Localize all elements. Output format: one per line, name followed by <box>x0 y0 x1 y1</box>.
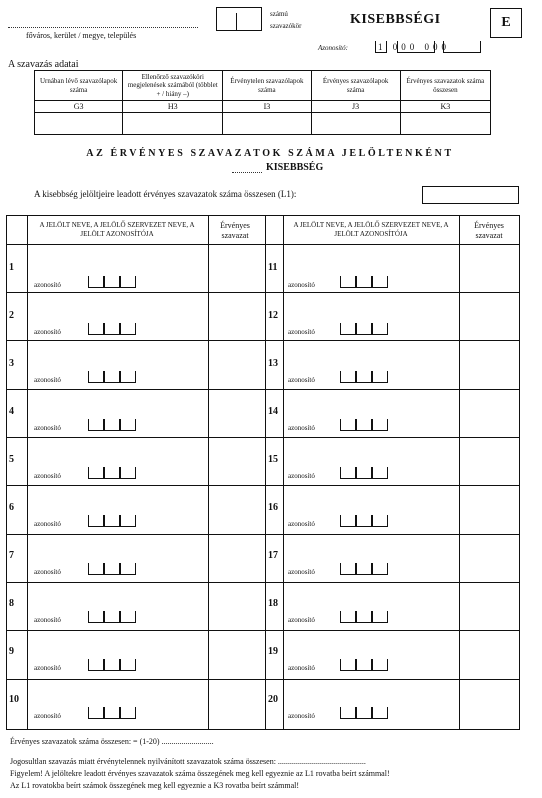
district-number-box[interactable] <box>216 7 262 31</box>
value-i3[interactable] <box>223 113 311 135</box>
candidate-id-boxes[interactable] <box>340 276 388 288</box>
code-k3: K3 <box>400 101 490 113</box>
candidate-id-boxes[interactable] <box>88 467 136 479</box>
form-title: KISEBBSÉGI <box>350 12 441 27</box>
id-label: Azonosító: <box>318 44 348 52</box>
azonosito-label: azonosító <box>288 568 315 576</box>
row-number: 19 <box>268 646 278 657</box>
voting-data-table <box>34 70 491 135</box>
footer-invalid-line: Jogosultlan szavazás miatt érvénytelennek nyilvánított szavazatok száma összesen: ............................................ <box>10 757 366 766</box>
azonosito-label: azonosító <box>288 712 315 720</box>
location-dotted-line[interactable] <box>8 27 198 28</box>
row-number: 18 <box>268 598 278 609</box>
results-title: AZ ÉRVÉNYES SZAVAZATOK SZÁMA JELÖLTENKÉNT <box>86 148 454 159</box>
row-number: 6 <box>9 502 14 513</box>
value-h3[interactable] <box>123 113 223 135</box>
candidate-id-boxes[interactable] <box>340 371 388 383</box>
value-k3[interactable] <box>400 113 490 135</box>
left-votes-header: Érvényes szavazat <box>220 221 250 241</box>
azonosito-label: azonosító <box>288 664 315 672</box>
candidate-id-boxes[interactable] <box>88 659 136 671</box>
azonosito-label: azonosító <box>34 472 61 480</box>
right-name-header: A JELÖLT NEVE, A JELÖLŐ SZERVEZET NEVE, A JELÖLT AZONOSÍTÓJA <box>293 221 449 239</box>
azonosito-label: azonosító <box>288 616 315 624</box>
right-votes-header: Érvényes szavazat <box>474 221 504 241</box>
candidate-id-boxes[interactable] <box>88 323 136 335</box>
candidate-id-boxes[interactable] <box>340 659 388 671</box>
row-number: 7 <box>9 550 14 561</box>
candidate-id-boxes[interactable] <box>340 419 388 431</box>
code-i3: I3 <box>223 101 311 113</box>
azonosito-label: azonosító <box>288 424 315 432</box>
candidate-id-boxes[interactable] <box>340 563 388 575</box>
azonosito-label: azonosító <box>34 568 61 576</box>
district-label-1: számú <box>270 10 288 18</box>
row-number: 11 <box>268 262 278 273</box>
district-box-divider <box>236 13 237 31</box>
row-number: 3 <box>9 358 14 369</box>
header-j3: Érvényes szavazólapok száma <box>311 71 400 101</box>
row-number: 2 <box>9 310 14 321</box>
row-number: 5 <box>9 454 14 465</box>
code-g3: G3 <box>35 101 123 113</box>
candidate-id-boxes[interactable] <box>340 467 388 479</box>
row-number: 20 <box>268 694 278 705</box>
row-number: 1 <box>9 262 14 273</box>
form-letter: E <box>501 15 511 30</box>
candidate-id-boxes[interactable] <box>88 611 136 623</box>
azonosito-label: azonosító <box>288 520 315 528</box>
azonosito-label: azonosító <box>34 712 61 720</box>
header-g3: Urnában lévő szavazólapok száma <box>35 71 123 101</box>
candidate-id-boxes[interactable] <box>88 515 136 527</box>
footer-total-line: Érvényes szavazatok száma összesen: = (1-20) .......................... <box>10 737 214 746</box>
header-h3: Ellenőrző szavazóköri megjelenések számából (többlet + / hiány –) <box>123 71 223 101</box>
left-name-header: A JELÖLT NEVE, A JELÖLŐ SZERVEZET NEVE, A JELÖLT AZONOSÍTÓJA <box>39 221 195 239</box>
azonosito-label: azonosító <box>34 281 61 289</box>
azonosito-label: azonosító <box>34 424 61 432</box>
row-number: 13 <box>268 358 278 369</box>
azonosito-label: azonosító <box>34 616 61 624</box>
id-value: 1 000 000 <box>378 42 450 52</box>
header-k3: Érvényes szavazatok száma összesen <box>400 71 490 101</box>
candidate-id-boxes[interactable] <box>88 563 136 575</box>
row-number: 17 <box>268 550 278 561</box>
candidate-id-boxes[interactable] <box>340 611 388 623</box>
total-label: A kisebbség jelöltjeire leadott érvényes szavazatok száma összesen (L1): <box>34 189 297 199</box>
footer-warning-1: Figyelem! A jelöltekre leadott érvényes szavazatok száma összegének meg kell egyeznie az L1 rovatba beírt számmal! <box>10 769 390 778</box>
voting-data-title: A szavazás adatai <box>8 59 79 70</box>
row-number: 4 <box>9 406 14 417</box>
total-l1-box[interactable] <box>422 186 519 204</box>
azonosito-label: azonosító <box>34 664 61 672</box>
azonosito-label: azonosító <box>288 472 315 480</box>
azonosito-label: azonosító <box>288 376 315 384</box>
candidate-id-boxes[interactable] <box>88 371 136 383</box>
azonosito-label: azonosító <box>34 520 61 528</box>
district-label-2: szavazókör <box>270 22 302 30</box>
candidate-id-boxes[interactable] <box>340 323 388 335</box>
results-subtitle: KISEBBSÉG <box>266 162 324 173</box>
row-number: 10 <box>9 694 19 705</box>
location-label: főváros, kerület / megye, település <box>26 31 137 40</box>
candidate-id-boxes[interactable] <box>88 419 136 431</box>
row-number: 16 <box>268 502 278 513</box>
azonosito-label: azonosító <box>34 376 61 384</box>
value-j3[interactable] <box>311 113 400 135</box>
row-number: 15 <box>268 454 278 465</box>
candidate-id-boxes[interactable] <box>88 276 136 288</box>
azonosito-label: azonosító <box>34 328 61 336</box>
code-j3: J3 <box>311 101 400 113</box>
row-number: 9 <box>9 646 14 657</box>
candidate-id-boxes[interactable] <box>340 707 388 719</box>
footer-warning-2: Az L1 rovatokba beírt számok összegének meg kell egyeznie a K3 rovatba beírt számmal! <box>10 781 299 790</box>
form-letter-box <box>490 8 522 38</box>
header-i3: Érvénytelen szavazólapok száma <box>223 71 311 101</box>
azonosito-label: azonosító <box>288 281 315 289</box>
row-number: 8 <box>9 598 14 609</box>
minority-name-dots[interactable] <box>232 172 262 173</box>
candidate-id-boxes[interactable] <box>88 707 136 719</box>
azonosito-label: azonosító <box>288 328 315 336</box>
row-number: 12 <box>268 310 278 321</box>
code-h3: H3 <box>123 101 223 113</box>
row-number: 14 <box>268 406 278 417</box>
candidate-id-boxes[interactable] <box>340 515 388 527</box>
value-g3[interactable] <box>35 113 123 135</box>
